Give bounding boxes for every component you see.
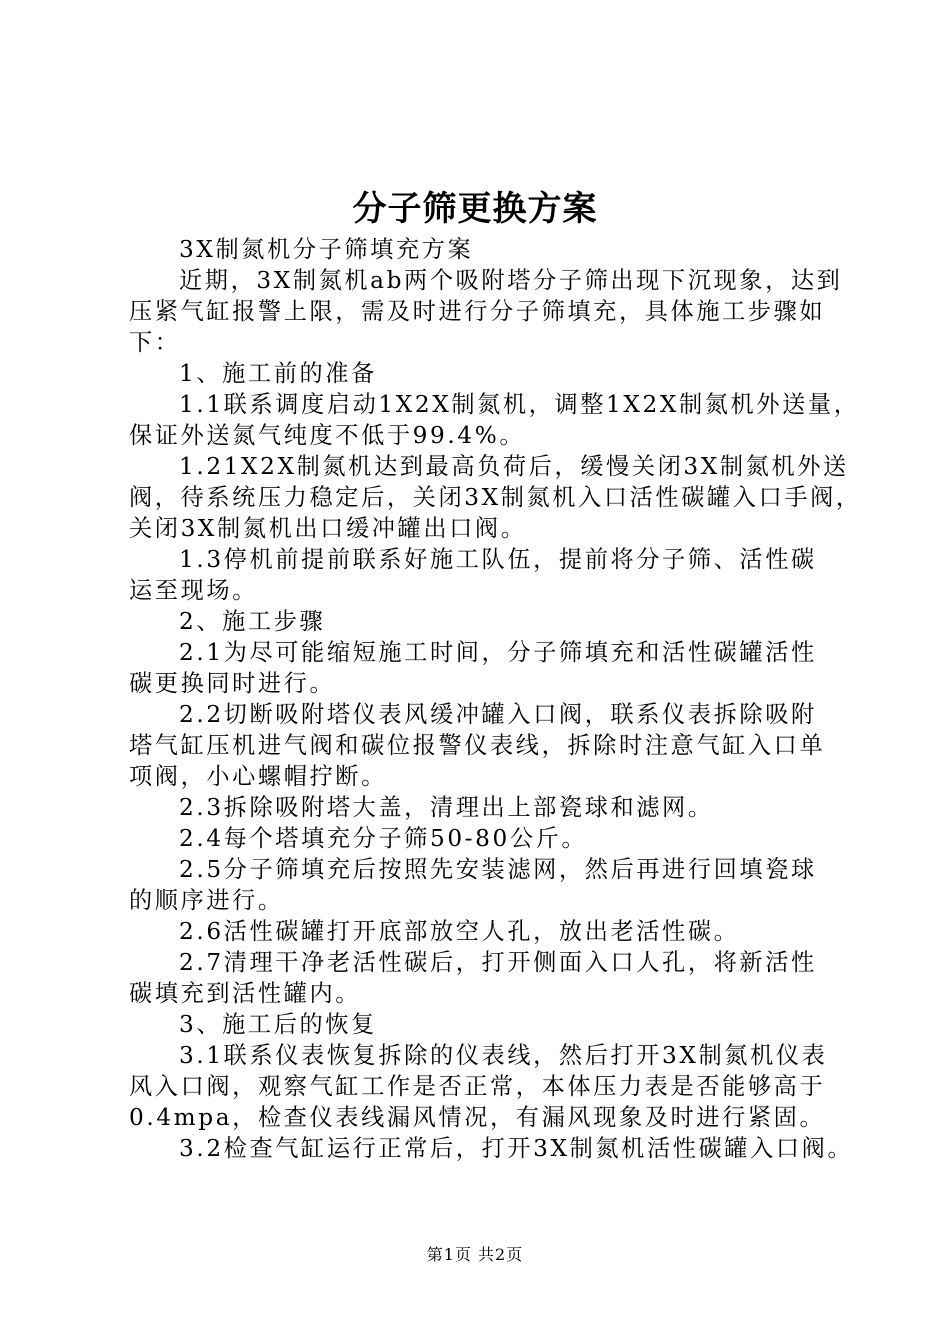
paragraph-line: 碳更换同时进行。	[129, 670, 336, 697]
paragraph-line: 3.2检查气缸运行正常后，打开3X制氮机活性碳罐入口阀。	[179, 1135, 854, 1162]
paragraph-line: 1.3停机前提前联系好施工队伍，提前将分子筛、活性碳	[179, 546, 817, 573]
paragraph-line: 阀，待系统压力稳定后，关闭3X制氮机入口活性碳罐入口手阀，	[129, 484, 862, 511]
paragraph-line: 3X制氮机分子筛填充方案	[179, 236, 474, 263]
document-title: 分子筛更换方案	[352, 189, 598, 229]
paragraph-line: 2.1为尽可能缩短施工时间，分子筛填充和活性碳罐活性	[179, 639, 817, 666]
paragraph-line: 塔气缸压机进气阀和碳位报警仪表线，拆除时注意气缸入口单	[129, 732, 826, 759]
paragraph-line: 项阀，小心螺帽拧断。	[129, 763, 387, 790]
paragraph-line: 2.2切断吸附塔仪表风缓冲罐入口阀，联系仪表拆除吸附	[179, 701, 817, 728]
paragraph-line: 保证外送氮气纯度不低于99.4%。	[129, 422, 526, 449]
paragraph-line: 2.3拆除吸附塔大盖，清理出上部瓷球和滤网。	[179, 794, 714, 821]
paragraph-line: 3.1联系仪表恢复拆除的仪表线，然后打开3X制氮机仪表	[179, 1042, 828, 1069]
paragraph-line: 2.6活性碳罐打开底部放空人孔，放出老活性碳。	[179, 918, 740, 945]
section-heading: 1、施工前的准备	[179, 360, 377, 387]
section-heading: 2、施工步骤	[179, 608, 326, 635]
paragraph-line: 运至现场。	[129, 577, 258, 604]
paragraph-line: 0.4mpa，检查仪表线漏风情况，有漏风现象及时进行紧固。	[129, 1104, 826, 1131]
paragraph-line: 的顺序进行。	[129, 887, 284, 914]
paragraph-line: 碳填充到活性罐内。	[129, 980, 362, 1007]
paragraph-line: 下：	[129, 329, 181, 356]
paragraph-line: 近期，3X制氮机ab两个吸附塔分子筛出现下沉现象，达到	[179, 267, 843, 294]
paragraph-line: 2.5分子筛填充后按照先安装滤网，然后再进行回填瓷球	[179, 856, 817, 883]
paragraph-line: 2.7清理干净老活性碳后，打开侧面入口人孔，将新活性	[179, 949, 817, 976]
page-number: 第1页 共2页	[426, 1245, 524, 1264]
paragraph-line: 风入口阀，观察气缸工作是否正常，本体压力表是否能够高于	[129, 1073, 826, 1100]
paragraph-line: 2.4每个塔填充分子筛50-80公斤。	[179, 825, 588, 852]
document-body	[129, 234, 862, 1164]
paragraph-line: 1.1联系调度启动1X2X制氮机，调整1X2X制氮机外送量，	[179, 391, 860, 418]
paragraph-line: 1.21X2X制氮机达到最高负荷后，缓慢关闭3X制氮机外送	[179, 453, 849, 480]
paragraph-line: 压紧气缸报警上限，需及时进行分子筛填充，具体施工步骤如	[129, 298, 826, 325]
paragraph-line: 关闭3X制氮机出口缓冲罐出口阀。	[129, 515, 527, 542]
section-heading: 3、施工后的恢复	[179, 1011, 377, 1038]
